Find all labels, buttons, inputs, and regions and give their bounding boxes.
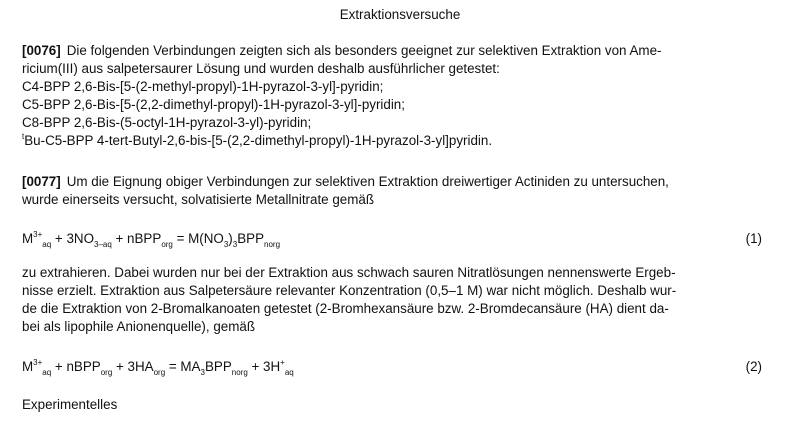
compound-item: C4-BPP 2,6-Bis-[5-(2-methyl-propyl)-1H-pyrazol-3-yl]-pyridin; — [22, 79, 384, 94]
section-title: Extraktionsversuche — [339, 7, 461, 22]
paragraph-continuation — [22, 264, 780, 336]
compound-item: C5-BPP 2,6-Bis-[5-(2,2-dimethyl-propyl)-1H-pyrazol-3-yl]-pyridin; — [22, 97, 405, 112]
paragraph-number: [0076] — [22, 43, 61, 58]
paragraph-line: zu extrahieren. Dabei wurden nur bei der Extraktion aus schwach sauren Nitratlösungen nennenswerte Ergeb- — [22, 265, 676, 280]
paragraph-line — [22, 173, 780, 191]
paragraph-0077 — [22, 173, 780, 209]
compound-item: C8-BPP 2,6-Bis-(5-octyl-1H-pyrazol-3-yl)-pyridin; — [22, 115, 312, 130]
equation-1: $M^{3+}_{aq} + 3NO_{3-aq}$ + nBPP$_{org}$ = $M(NO_3)_3BPP_{norg}$ (1) — [22, 230, 762, 249]
paragraph-line: de die Extraktion von 2-Bromalkanoaten getestet (2-Bromhexansäure bzw. 2-Bromdecansäure (HA) dient da- — [22, 301, 669, 316]
equation-2: $M^{3+}_{aq}$ + nBPP$_{org}$ + $3HA_{org} = MA_3BPP_{norg} + 3H^+_{aq}$ (2) — [22, 358, 762, 377]
equation-number: (1) — [745, 231, 762, 246]
paragraph-line: bei als lipophile Anionenquelle), gemäß — [22, 319, 256, 334]
paragraph-line: ricium(III) aus salpetersaurer Lösung und wurden deshalb ausführlicher getestet: — [22, 61, 500, 76]
superscript: t — [22, 132, 25, 141]
paragraph-line: wurde einerseits versucht, solvatisierte Metallnitrate gemäß — [22, 192, 375, 207]
paragraph-line — [22, 42, 780, 60]
equation-number: (2) — [745, 359, 762, 374]
compound-item: $^t$Bu-C5-BPP 4-tert-Butyl-2,6-bis-[5-(2,2-dimethyl-propyl)-1H-pyrazol-3-yl]pyridin. — [22, 132, 493, 148]
paragraph-text: Um die Eignung obiger Verbindungen zur selektiven Extraktion dreiwertiger Actiniden zu untersuchen, — [66, 174, 669, 189]
paragraph-0076 — [22, 42, 780, 150]
paragraph-number: [0077] — [22, 174, 61, 189]
paragraph-line: nisse erzielt. Extraktion aus Salpetersäure relevanter Konzentration (0,5–1 M) war nicht möglich. Deshalb wur- — [22, 283, 677, 298]
section-heading: Experimentelles — [22, 397, 118, 412]
paragraph-text: Die folgenden Verbindungen zeigten sich als besonders geeignet zur selektiven Extraktion von Ame- — [66, 43, 662, 58]
